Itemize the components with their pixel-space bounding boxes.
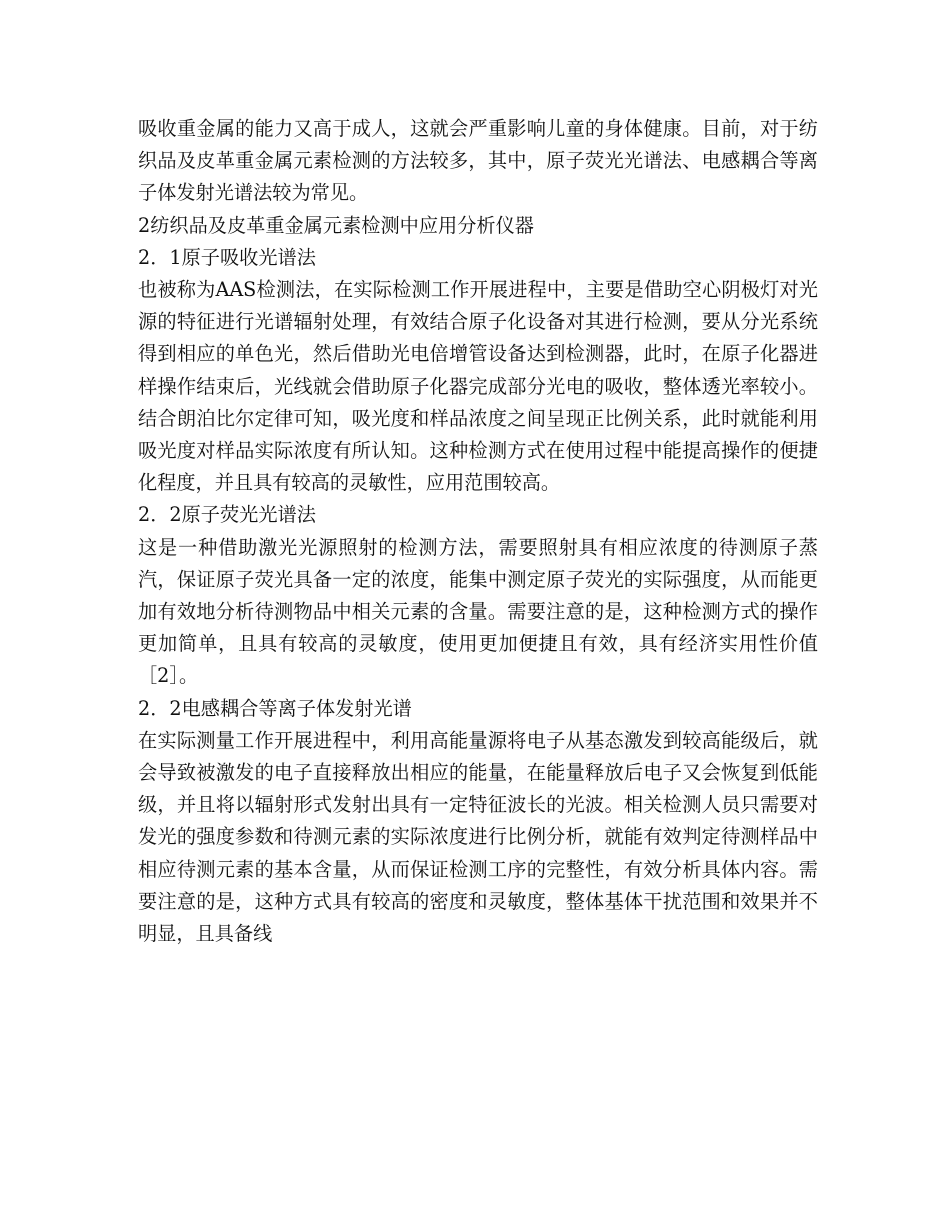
paragraph-afs: 这是一种借助激光光源照射的检测方法，需要照射具有相应浓度的待测原子蒸汽，保证原子荧光具备一定的浓度，能集中测定原子荧光的实际强度，从而能更加有效地分析待测物品中相关元素的含量。需要注意的是，这种检测方式的操作更加简单，且具有较高的灵敏度，使用更加便捷且有效，具有经济实用性价值［2］。: [138, 535, 818, 688]
document-body: [138, 113, 818, 950]
paragraph-aas: 也被称为AAS检测法，在实际检测工作开展进程中，主要是借助空心阴极灯对光源的特征进行光谱辐射处理，有效结合原子化设备对其进行检测，要从分光系统得到相应的单色光，然后借助光电倍增管设备达到检测器，此时，在原子化器进样操作结束后，光线就会借助原子化器完成部分光电的吸收，整体透光率较小。结合朗泊比尔定律可知，吸光度和样品浓度之间呈现正比例关系，此时就能利用吸光度对样品实际浓度有所认知。这种检测方式在使用过程中能提高操作的便捷化程度，并且具有较高的灵敏性，应用范围较高。: [138, 278, 818, 495]
subsection-heading-2-2-icp: 2．2电感耦合等离子体发射光谱: [138, 696, 412, 720]
section-heading-2: 2纺织品及皮革重金属元素检测中应用分析仪器: [138, 213, 534, 237]
paragraph-intro-continued: 吸收重金属的能力又高于成人，这就会严重影响儿童的身体健康。目前，对于纺织品及皮革重金属元素检测的方法较多，其中，原子荧光光谱法、电感耦合等离子体发射光谱法较为常见。: [138, 117, 818, 205]
paragraph-icp: 在实际测量工作开展进程中，利用高能量源将电子从基态激发到较高能级后，就会导致被激发的电子直接释放出相应的能量，在能量释放后电子又会恢复到低能级，并且将以辐射形式发射出具有一定特征波长的光波。相关检测人员只需要对发光的强度参数和待测元素的实际浓度进行比例分析，就能有效判定待测样品中相应待测元素的基本含量，从而保证检测工序的完整性，有效分析具体内容。需要注意的是，这种方式具有较高的密度和灵敏度，整体基体干扰范围和效果并不明显，且具备线: [138, 728, 818, 946]
subsection-heading-2-2-afs: 2．2原子荧光光谱法: [138, 503, 316, 527]
subsection-heading-2-1: 2．1原子吸收光谱法: [138, 245, 316, 269]
